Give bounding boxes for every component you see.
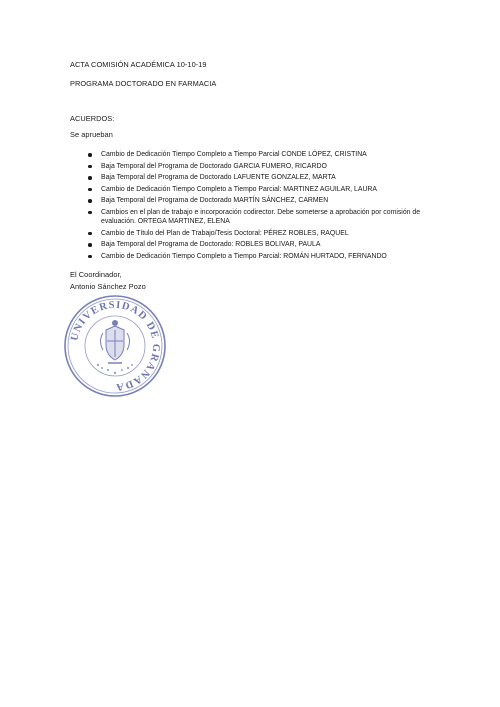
document-heading: ACTA COMISIÓN ACADÉMICA 10-10-19: [70, 60, 207, 69]
list-item: Cambios en el plan de trabajo e incorporación codirector. Debe someterse a aprobación por comisión de evaluación. ORTEGA MARTINEZ, ELENA: [86, 207, 426, 228]
program-title: PROGRAMA DOCTORADO EN FARMACIA: [70, 79, 217, 88]
university-seal-icon: [62, 293, 168, 399]
svg-text:UNIVERSIDAD DE GRANADA: UNIVERSIDAD DE GRANADA: [69, 299, 162, 393]
bullet-icon: [88, 243, 92, 247]
list-item: Baja Temporal del Programa de Doctorado GARCIA FUMERO, RICARDO: [86, 161, 426, 173]
bullet-icon: [88, 199, 92, 203]
bullet-icon: [88, 176, 92, 180]
signoff-name: Antonio Sánchez Pozo: [70, 282, 146, 291]
bullet-icon: [88, 165, 92, 169]
list-item: Baja Temporal del Programa de Doctorado: ROBLES BOLIVAR, PAULA: [86, 239, 426, 251]
bullet-icon: [88, 255, 92, 259]
list-item: Cambio de Dedicación Tiempo Completo a Tiempo Parcial: ROMÁN HURTADO, FERNANDO: [86, 251, 426, 263]
signoff-role: El Coordinador,: [70, 270, 122, 279]
agreements-list: [86, 149, 426, 262]
list-item: Cambio de Título del Plan de Trabajo/Tesis Doctoral: PÉREZ ROBLES, RAQUEL: [86, 228, 426, 240]
list-item: Cambio de Dedicación Tiempo Completo a Tiempo Parcial: MARTINEZ AGUILAR, LAURA: [86, 184, 426, 196]
intro-text: Se aprueban: [70, 130, 113, 139]
bullet-icon: [88, 188, 92, 192]
bullet-icon: [88, 153, 92, 157]
bullet-icon: [88, 232, 92, 236]
section-label: ACUERDOS:: [70, 114, 115, 123]
list-item: Cambio de Dedicación Tiempo Completo a Tiempo Parcial CONDE LÓPEZ, CRISTINA: [86, 149, 426, 161]
list-item: Baja Temporal del Programa de Doctorado LAFUENTE GONZALEZ, MARTA: [86, 172, 426, 184]
list-item: Baja Temporal del Programa de Doctorado MARTÍN SÁNCHEZ, CARMEN: [86, 195, 426, 207]
bullet-icon: [88, 211, 92, 215]
